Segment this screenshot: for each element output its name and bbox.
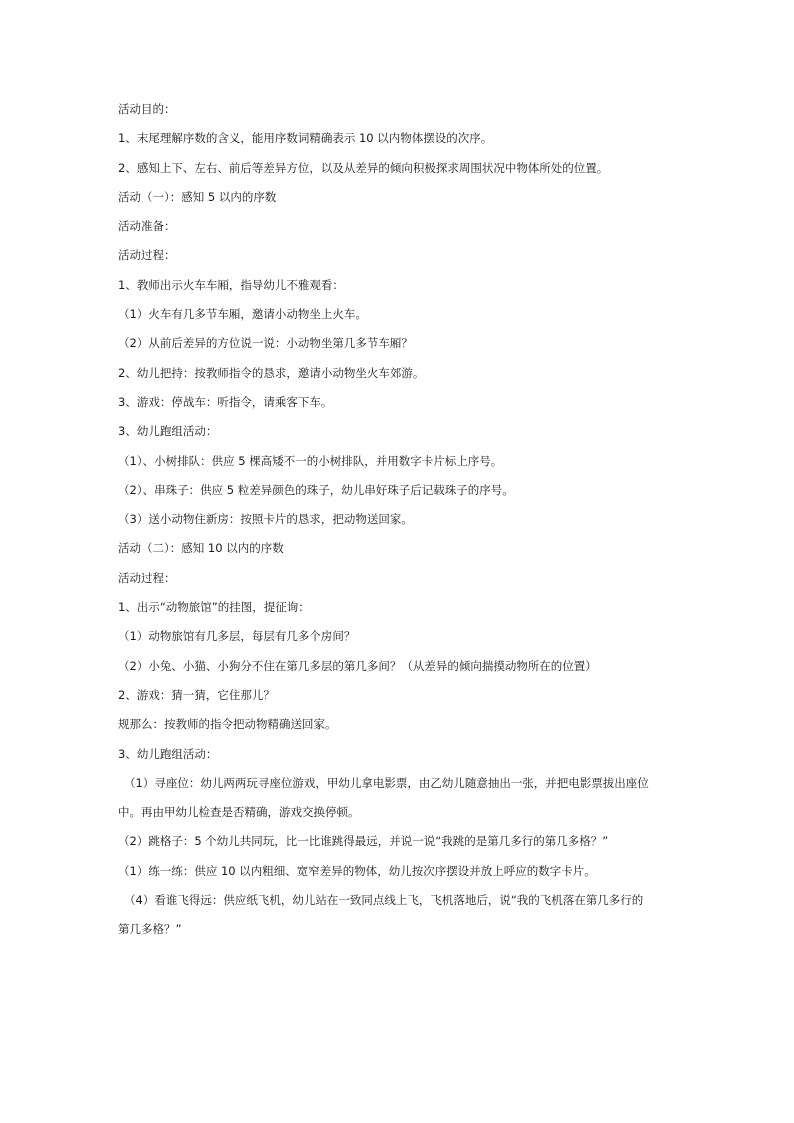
- section-heading-activity-1: 活动（一）：感知 5 以内的序数: [118, 189, 277, 204]
- paragraph: （1）、小树排队：供应 5 棵高矮不一的小树排队，并用数字卡片标上序号。: [118, 453, 503, 468]
- document-body: [118, 101, 678, 951]
- paragraph: 1、出示“动物旅馆”的挂图，提征询：: [118, 600, 310, 615]
- paragraph: （4）看谁飞得远：供应纸飞机，幼儿站在一致同点线上飞，飞机落地后，说“我的飞机落在第几多行的: [124, 893, 644, 908]
- paragraph: 3、幼儿跑组活动：: [118, 746, 218, 761]
- paragraph: 2、感知上下、左右、前后等差异方位，以及从差异的倾向积极探求周围状况中物体所处的位置。: [118, 160, 609, 175]
- paragraph: （2）、串珠子：供应 5 粒差异颜色的珠子，幼儿串好珠子后记载珠子的序号。: [118, 482, 514, 497]
- section-heading-process: 活动过程：: [118, 248, 176, 263]
- paragraph: 规那么：按教师的指令把动物精确送回家。: [118, 717, 337, 732]
- paragraph: （2）从前后差异的方位说一说：小动物坐第几多节车厢？: [118, 336, 413, 351]
- paragraph-continuation: 中。再由甲幼儿检查是否精确，游戏交换停顿。: [118, 805, 360, 820]
- section-heading-preparation: 活动准备：: [118, 219, 176, 234]
- paragraph: （1）动物旅馆有几多层，每层有几多个房间？: [118, 629, 356, 644]
- paragraph: 3、幼儿跑组活动：: [118, 424, 218, 439]
- paragraph: 1、教师出示火车车厢，指导幼儿不雅观看：: [118, 277, 344, 292]
- paragraph: 3、游戏：停战车：听指令，请乘客下车。: [118, 394, 333, 409]
- paragraph: （2）小兔、小猫、小狗分不住在第几多层的第几多间？（从差异的倾向揣摸动物所在的位置）: [118, 658, 597, 673]
- paragraph: （1）练一练：供应 10 以内粗细、宽窄差异的物体，幼儿按次序摆设并放上呼应的数字卡片。: [118, 863, 596, 878]
- paragraph: 2、游戏：猜一猜，它住那儿？: [118, 687, 275, 702]
- paragraph: （2）跳格子：5 个幼儿共同玩，比一比谁跳得最远，并说一说“我跳的是第几多行的第几多格？”: [118, 834, 609, 849]
- section-heading-goals: 活动目的：: [118, 102, 176, 116]
- paragraph: （1）火车有几多节车厢，邀请小动物坐上火车。: [118, 307, 367, 322]
- section-heading-process: 活动过程：: [118, 570, 176, 585]
- section-heading-activity-2: 活动（二）：感知 10 以内的序数: [118, 541, 284, 556]
- paragraph: （3）送小动物住新房：按照卡片的恳求，把动物送回家。: [118, 512, 413, 527]
- paragraph: 2、幼儿把持：按教师指令的恳求，邀请小动物坐火车郊游。: [118, 365, 425, 380]
- paragraph: 1、末尾理解序数的含义，能用序数词精确表示 10 以内物体摆设的次序。: [118, 131, 493, 146]
- paragraph-continuation: 第几多格？”: [118, 922, 182, 937]
- paragraph: （1）寻座位：幼儿两两玩寻座位游戏，甲幼儿拿电影票，由乙幼儿随意抽出一张，并把电影票拔出座位: [124, 775, 649, 790]
